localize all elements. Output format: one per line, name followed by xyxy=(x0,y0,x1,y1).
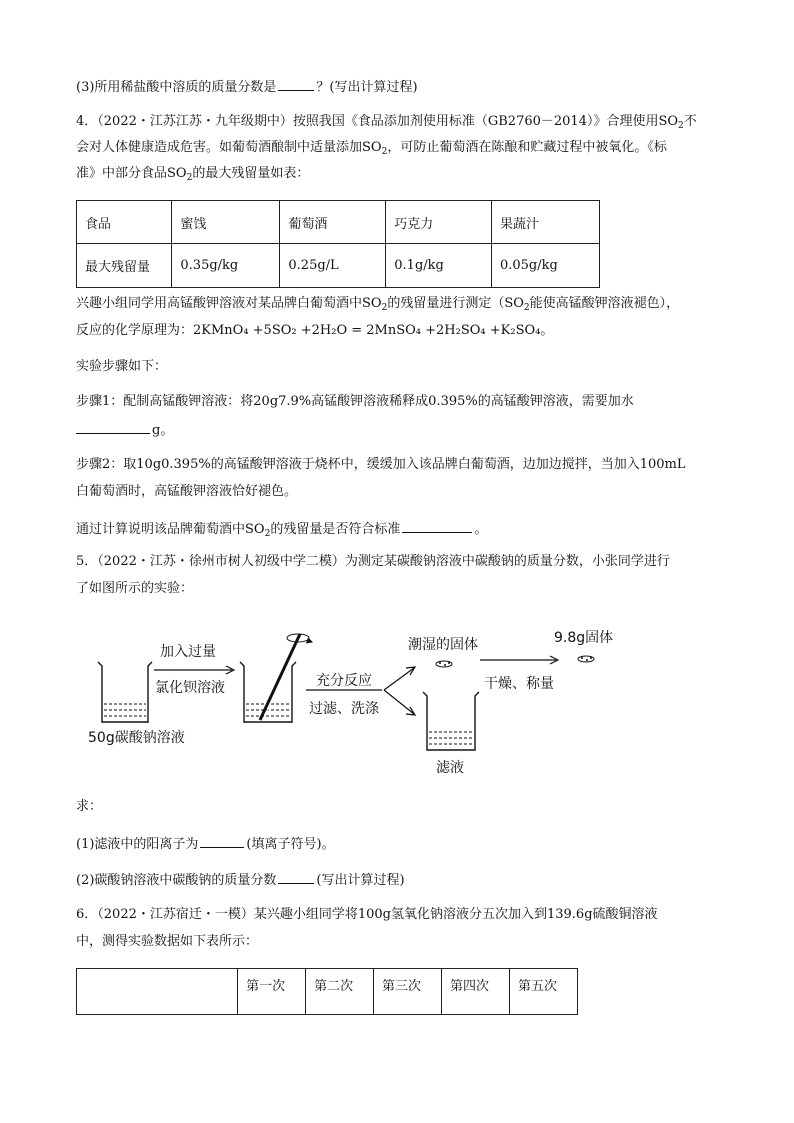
q3-text: (3)所用稀盐酸中溶质的质量分数是 xyxy=(76,80,277,95)
dry-weigh-label: 干燥、称量 xyxy=(484,676,554,692)
q6-line2: 中，测得实验数据如下表所示： xyxy=(76,934,259,949)
q4-conclusion: 通过计算说明该品牌葡萄酒中$SO_2$的残留量是否符合标准 。 xyxy=(76,518,487,540)
experiment-table-header-row xyxy=(77,969,578,1015)
table-header-cell: 第三次 xyxy=(374,969,442,1015)
q5-line2: 了如图所示的实验： xyxy=(76,581,194,596)
solid-powder-icon xyxy=(436,661,452,667)
q4-line2: 会对人体健康造成危害。如葡萄酒酿制中适量添加$SO_2$，可防止葡萄酒在陈酿和贮藏过程中被氧化。《标 xyxy=(76,140,667,157)
table-row-label: 最大残留量 xyxy=(77,244,172,288)
beaker-with-stirring-rod-icon xyxy=(240,634,312,722)
filtrate-label: 滤液 xyxy=(436,760,464,776)
residue-table-value-row xyxy=(77,244,600,288)
residue-table xyxy=(76,200,600,288)
table-cell: 0.25g/L xyxy=(280,244,386,288)
filter-label: 过滤、洗涤 xyxy=(309,701,379,717)
table-header-cell: 第四次 xyxy=(442,969,510,1015)
q3-blank[interactable] xyxy=(278,76,314,91)
q4-para1: 兴趣小组同学用高锰酸钾溶液对某品牌白葡萄酒中$SO_2$的残留量进行测定（$SO_2$能使高锰酸钾溶液褪色）， xyxy=(76,296,680,313)
table-header-cell: 第二次 xyxy=(306,969,374,1015)
arrow-down-icon xyxy=(384,690,414,714)
table-header-cell: 蜜饯 xyxy=(172,201,280,244)
wet-solid-label: 潮湿的固体 xyxy=(408,637,478,653)
q4-steps-intro: 实验步骤如下： xyxy=(76,359,168,374)
q4-line1: 4．（2022・江苏江苏・九年级期中）按照我国《食品添加剂使用标准（GB2760－2014）》合理使用$SO_2$不 xyxy=(76,114,697,131)
solid-powder-icon xyxy=(578,656,594,662)
q6-line1: 6．（2022・江苏宿迁・一模）某兴趣小组同学将100g氢氧化钠溶液分五次加入到139.6g硫酸铜溶液 xyxy=(76,907,658,922)
reaction-label: 充分反应 xyxy=(316,673,372,689)
table-header-cell: 果蔬汁 xyxy=(491,201,599,244)
q5-ask: 求： xyxy=(76,799,103,814)
table-header-cell: 第一次 xyxy=(238,969,306,1015)
add-reagent-label: 加入过量 xyxy=(160,644,216,660)
q3-tail: ？(写出计算过程) xyxy=(316,80,418,95)
q3-line xyxy=(76,76,418,98)
step1-blank[interactable] xyxy=(76,419,150,434)
reagent-name-label: 氯化钡溶液 xyxy=(155,680,225,696)
experiment-table xyxy=(76,968,578,1015)
table-cell: 0.35g/kg xyxy=(172,244,280,288)
q4-line3: 准》中部分食品$SO_2$的最大残留量如表： xyxy=(76,166,310,183)
experiment-figure xyxy=(80,622,614,782)
q4-step1: 步骤1：配制高锰酸钾溶液：将20g7.9%高锰酸钾溶液稀释成0.395%的高锰酸钾溶液，需要加水 xyxy=(76,394,634,409)
start-label: 50g碳酸钠溶液 xyxy=(88,730,185,746)
q5-sub1: (1)滤液中的阳离子为 (填离子符号)。 xyxy=(76,833,335,855)
conclusion-blank[interactable] xyxy=(402,518,472,533)
q5-sub1-blank[interactable] xyxy=(200,833,244,848)
q4-step2-a: 步骤2：取10g0.395%的高锰酸钾溶液于烧杯中，缓缓加入该品牌白葡萄酒，边加边搅拌，当加入100mL xyxy=(76,457,686,472)
table-cell: 0.05g/kg xyxy=(491,244,599,288)
table-header-cell: 食品 xyxy=(77,201,172,244)
table-header-cell: 第五次 xyxy=(509,969,577,1015)
q5-line1: 5．（2022・江苏・徐州市树人初级中学二模）为测定某碳酸钠溶液中碳酸钠的质量分数，小张同学进行 xyxy=(76,554,670,569)
filtrate-beaker-icon xyxy=(423,692,479,750)
q4-reaction: 反应的化学原理为：2KMnO₄ +5SO₂ +2H₂O = 2MnSO₄ +2H₂SO₄ +K₂SO₄。 xyxy=(76,323,554,338)
beaker-icon xyxy=(98,662,152,722)
q5-sub2: (2)碳酸钠溶液中碳酸钠的质量分数 (写出计算过程) xyxy=(76,869,405,891)
table-cell: 0.1g/kg xyxy=(386,244,492,288)
q5-sub2-blank[interactable] xyxy=(278,869,314,884)
table-header-cell xyxy=(77,969,238,1015)
arrow-up-icon xyxy=(384,668,414,690)
residue-table-header-row xyxy=(77,201,600,244)
q4-step2-b: 白葡萄酒时，高锰酸钾溶液恰好褪色。 xyxy=(76,484,298,499)
q4-step1-answer: g。 xyxy=(76,419,173,441)
table-header-cell: 葡萄酒 xyxy=(280,201,386,244)
table-header-cell: 巧克力 xyxy=(386,201,492,244)
result-label: 9.8g固体 xyxy=(554,630,614,646)
